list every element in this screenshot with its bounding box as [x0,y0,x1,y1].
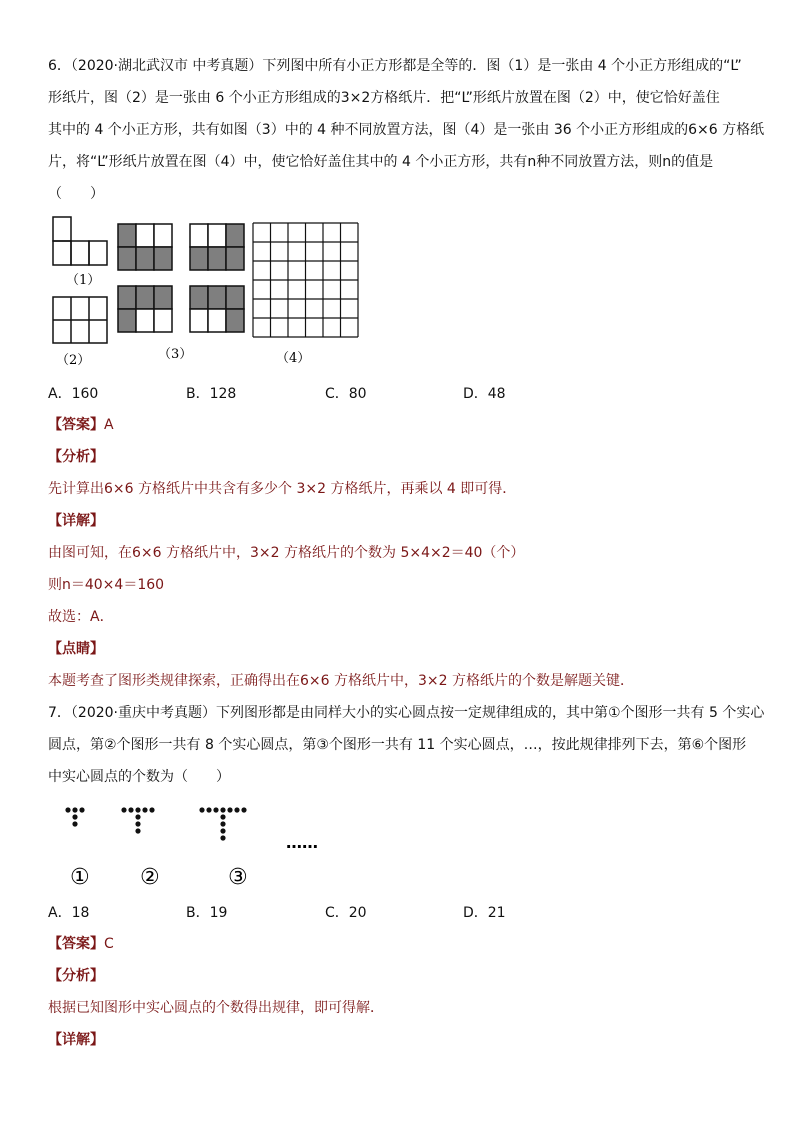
q7-dot [128,807,133,812]
q6-detail-line-2: 则n＝40×4＝160 [48,577,165,593]
q7-dot [121,807,126,812]
figure-2-label: （2） [56,353,91,368]
q6-comment: 本题考查了图形类规律探索，正确得出在6×6 方格纸片中，3×2 方格纸片的个数是解题关键． [48,673,634,689]
q7-answer [48,934,114,954]
q6-answer [48,415,114,435]
q6-analysis-label: 【分析】 [48,449,104,465]
q7-analysis: 根据已知图形中实心圆点的个数得出规律，即可得解． [48,1000,384,1016]
q7-analysis-label: 【分析】 [48,968,104,984]
q7-detail-label: 【详解】 [48,1032,104,1048]
q7-dot-figures [60,800,340,892]
q7-dot [206,807,211,812]
q6-detail-line-3: 故选：A． [48,609,114,625]
figure-1-label: （1） [66,273,101,288]
q6-stem-line-3: 其中的 4 个小正方形，共有如图（3）中的 4 种不同放置方法，图（4）是一张由 36 个小正方形组成的6×6 方格纸 [48,122,765,138]
q7-dot [227,807,232,812]
q7-dot [142,807,147,812]
q7-answer-label: 【答案】 [48,936,104,952]
q7-dot [72,807,77,812]
q7-figure-2-label: ② [140,865,160,890]
q7-option-a: A．18 [48,905,90,921]
q6-stem-line-1: 6．（2020·湖北武汉市 中考真题）下列图中所有小正方形都是全等的．图（1）是一张由 4 个小正方形组成的“L” [48,58,742,74]
q7-dot [135,821,140,826]
q7-stem-line-1: 7．（2020·重庆中考真题）下列图形都是由同样大小的实心圆点按一定规律组成的，其中第①个图形一共有 5 个实心 [48,705,765,721]
figure-1-l-shape [52,216,112,291]
q6-answer-label: 【答案】 [48,417,104,433]
q7-figure-3-label: ③ [228,865,248,890]
q7-stem-line-2: 圆点，第②个图形一共有 8 个实心圆点，第③个图形一共有 11 个实心圆点，…，按此规律排列下去，第⑥个图形 [48,737,747,753]
q7-dot [72,814,77,819]
q7-answer-value: C [104,936,114,952]
q7-dot [220,835,225,840]
q6-option-a: A．160 [48,386,99,402]
q7-dot [234,807,239,812]
q6-option-c: C．80 [325,386,367,402]
q6-option-b: B．128 [186,386,237,402]
figure-3-label: （3） [158,347,193,362]
q6-detail-line-1: 由图可知，在6×6 方格纸片中，3×2 方格纸片的个数为 5×4×2＝40（个） [48,545,525,561]
q6-option-d: D．48 [463,386,506,402]
q7-dot [72,821,77,826]
q6-stem-line-2: 形纸片，图（2）是一张由 6 个小正方形组成的3×2方格纸片．把“L”形纸片放置在图（2）中，使它恰好盖住 [48,90,720,106]
q7-dot [135,828,140,833]
q6-detail-label: 【详解】 [48,513,104,529]
q7-dot [79,807,84,812]
q6-stem-line-4: 片，将“L”形纸片放置在图（4）中，使它恰好盖住其中的 4 个小正方形，共有n种不同放置方法，则n的值是 [48,154,714,170]
figure-3-placements [116,222,248,364]
q7-dot [149,807,154,812]
q6-comment-label: 【点睛】 [48,641,104,657]
q6-answer-value: A [104,417,114,433]
q7-dot [65,807,70,812]
q7-dot [213,807,218,812]
q7-dot [241,807,246,812]
q7-dot [199,807,204,812]
q7-option-b: B．19 [186,905,228,921]
q7-dot [135,814,140,819]
q7-figure-1-label: ① [70,865,90,890]
q6-analysis: 先计算出6×6 方格纸片中共含有多少个 3×2 方格纸片，再乘以 4 即可得． [48,481,517,497]
q7-dot [220,814,225,819]
figure-2-grid [52,296,112,371]
q7-dot [220,828,225,833]
q7-dot [220,807,225,812]
q7-option-c: C．20 [325,905,367,921]
figure-4-label: （4） [276,351,311,366]
q7-option-d: D．21 [463,905,506,921]
q7-ellipsis: …… [286,833,318,852]
q7-dot [135,807,140,812]
q7-dot [220,821,225,826]
q6-stem-line-5: （ ） [48,186,104,202]
q7-stem-line-3: 中实心圆点的个数为（ ） [48,769,230,785]
figure-4-grid [252,222,362,368]
